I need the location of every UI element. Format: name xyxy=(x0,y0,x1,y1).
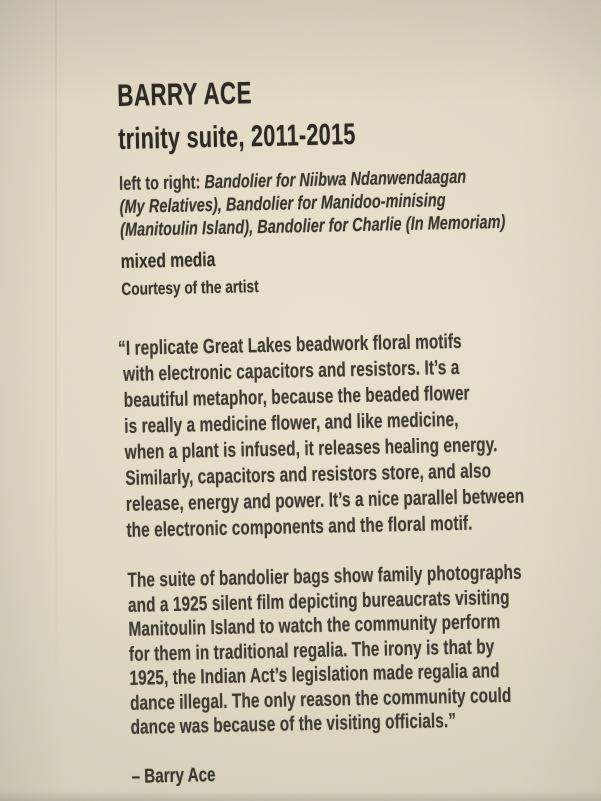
quote-line: The suite of bandolier bags show family photographs xyxy=(127,560,522,592)
wall-seam-line xyxy=(55,0,57,801)
quote-line: for them in traditional regalia. The irony is that by xyxy=(128,634,495,666)
label-content xyxy=(117,70,601,800)
medium-line: mixed media xyxy=(120,248,216,273)
quote-line: release, energy and power. It’s a nice parallel between xyxy=(125,484,525,516)
work-caption xyxy=(119,165,506,242)
quote-line: “I replicate Great Lakes beadwork floral motifs xyxy=(117,329,462,361)
artist-signature: – Barry Ace xyxy=(131,764,216,788)
work-title: trinity suite, 2011-2015 xyxy=(117,118,356,156)
quote-line: 1925, the Indian Act’s legislation made regalia and xyxy=(129,659,500,690)
caption-line: (Manitoulin Island), Bandolier for Charlie (In Memoriam) xyxy=(119,211,506,241)
quote-paragraph-1 xyxy=(117,328,525,544)
caption-prefix: left to right: xyxy=(118,172,205,195)
quote-line: Manitoulin Island to watch the community perform xyxy=(128,610,501,641)
quote-line: and a 1925 silent film depicting bureaucrats visiting xyxy=(127,585,510,617)
caption-work-title-1: Bandolier for Niibwa Ndanwendaagan xyxy=(204,166,467,194)
caption-line: (My Relatives), Bandolier for Manidoo-minising xyxy=(119,190,446,218)
quote-line: Similarly, capacitors and resistors store, and also xyxy=(125,459,492,490)
quote-line: dance illegal. The only reason the community could xyxy=(129,683,512,715)
quote-line: when a plant is infused, it releases healing energy. xyxy=(124,433,498,464)
label-bottom-edge-shadow xyxy=(0,791,601,801)
quote-line: the electronic components and the floral motif. xyxy=(126,511,473,542)
quote-line: with electronic capacitors and resistors. It’s a xyxy=(122,355,460,386)
artist-name: BARRY ACE xyxy=(116,75,253,113)
quote-paragraph-2 xyxy=(127,561,525,741)
quote-line: is really a medicine flower, and like medicine, xyxy=(124,407,459,438)
quote-line: dance was because of the visiting officials.” xyxy=(130,709,457,739)
credit-line: Courtesy of the artist xyxy=(121,276,259,299)
quote-line: beautiful metaphor, because the beaded flower xyxy=(123,381,470,412)
